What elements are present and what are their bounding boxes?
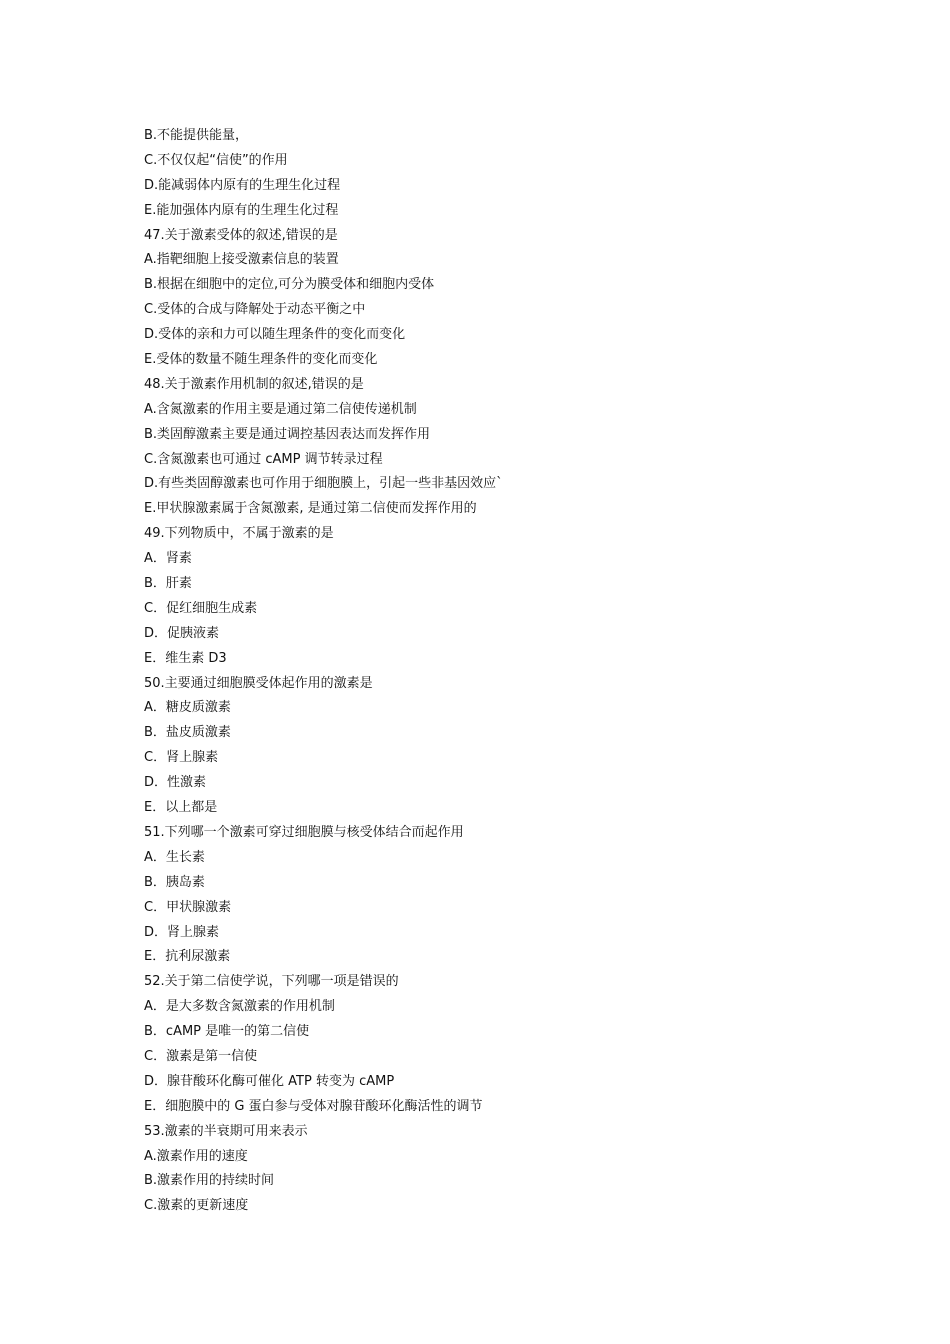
question-50: 50.主要通过细胞膜受体起作用的激素是 (144, 675, 373, 691)
option-line: D．性激素 (144, 775, 207, 791)
option-line: C．甲状腺激素 (144, 899, 232, 915)
option-line: B．肝素 (144, 576, 192, 592)
option-line: D.受体的亲和力可以随生理条件的变化而变化 (144, 327, 406, 343)
option-line: B.根据在细胞中的定位,可分为膜受体和细胞内受体 (144, 277, 435, 293)
text-line: E.能加强体内原有的生理生化过程 (144, 202, 339, 218)
option-line: D．促胰液素 (144, 625, 220, 641)
option-line: E.甲状腺激素属于含氮激素, 是通过第二信使而发挥作用的 (144, 501, 477, 517)
option-line: A．肾素 (144, 551, 192, 567)
option-line: C.含氮激素也可通过 cAMP 调节转录过程 (144, 451, 383, 467)
option-line: A．是大多数含氮激素的作用机制 (144, 999, 335, 1015)
question-52: 52.关于第二信使学说，下列哪一项是错误的 (144, 974, 399, 990)
option-line: E．细胞膜中的 G 蛋白参与受体对腺苷酸环化酶活性的调节 (144, 1098, 483, 1114)
option-line: D.有些类固醇激素也可作用于细胞膜上，引起一些非基因效应` (144, 476, 503, 492)
question-48: 48.关于激素作用机制的叙述,错误的是 (144, 376, 364, 392)
option-line: A.激素作用的速度 (144, 1148, 248, 1164)
option-line: E．维生素 D3 (144, 650, 227, 666)
option-line: B.激素作用的持续时间 (144, 1173, 275, 1189)
option-line: C．激素是第一信使 (144, 1048, 258, 1064)
option-line: E.受体的数量不随生理条件的变化而变化 (144, 352, 378, 368)
option-line: B．cAMP 是唯一的第二信使 (144, 1024, 310, 1040)
document-body (144, 124, 844, 1219)
text-line: B.不能提供能量， (144, 128, 249, 143)
option-line: E．抗利尿激素 (144, 949, 231, 965)
text-line: C.不仅仅起“信使”的作用 (144, 152, 288, 168)
option-line: C．肾上腺素 (144, 750, 219, 766)
option-line: D．腺苷酸环化酶可催化 ATP 转变为 cAMP (144, 1073, 395, 1089)
option-line: C.受体的合成与降解处于动态平衡之中 (144, 302, 366, 318)
option-line: B．盐皮质激素 (144, 725, 231, 741)
question-53: 53.激素的半衰期可用来表示 (144, 1123, 308, 1139)
question-51: 51.下列哪一个激素可穿过细胞膜与核受体结合而起作用 (144, 824, 464, 840)
option-line: A．糖皮质激素 (144, 700, 231, 716)
option-line: A.含氮激素的作用主要是通过第二信使传递机制 (144, 401, 417, 417)
option-line: C．促红细胞生成素 (144, 600, 258, 616)
option-line: A．生长素 (144, 849, 205, 865)
question-47: 47.关于激素受体的叙述,错误的是 (144, 227, 338, 243)
option-line: A.指靶细胞上接受激素信息的装置 (144, 252, 339, 268)
option-line: D．肾上腺素 (144, 924, 220, 940)
option-line: B.类固醇激素主要是通过调控基因表达而发挥作用 (144, 426, 431, 442)
option-line: E．以上都是 (144, 800, 218, 816)
option-line: C.激素的更新速度 (144, 1198, 249, 1214)
question-49: 49.下列物质中，不属于激素的是 (144, 526, 334, 542)
text-line: D.能减弱体内原有的生理生化过程 (144, 177, 341, 193)
option-line: B．胰岛素 (144, 874, 205, 890)
